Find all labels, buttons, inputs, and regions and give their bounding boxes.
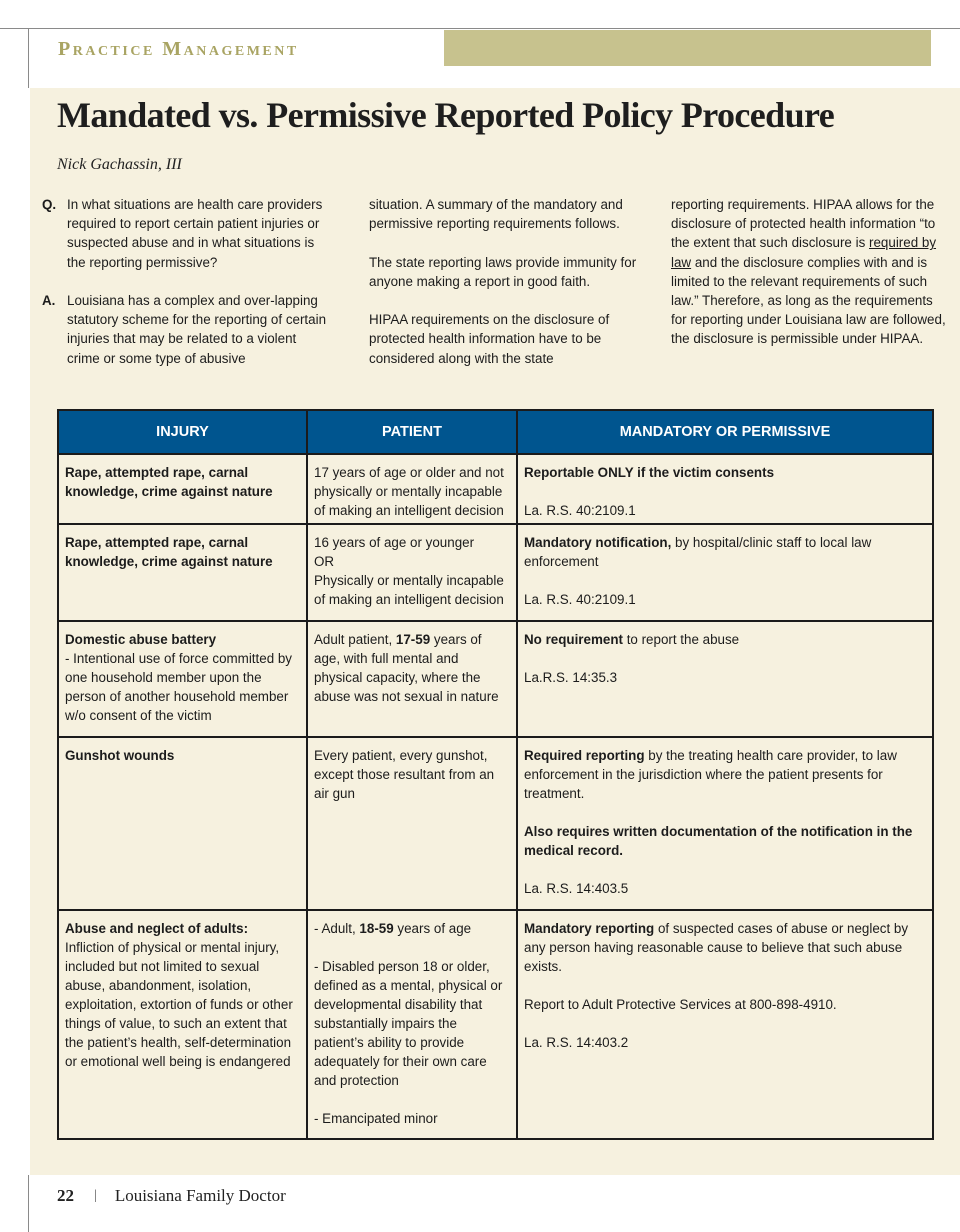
table-row: [58, 621, 933, 737]
paragraph: HIPAA requirements on the disclosure of protected health information have to be considered along with the state: [369, 312, 610, 366]
table-row: [58, 454, 933, 524]
underlined-text: required by law: [671, 235, 937, 270]
table-row: [58, 737, 933, 910]
section-label: Practice Management: [58, 38, 299, 60]
text-run: and the disclosure complies with and is limited to the relevant requirements of such law.” Therefore, as long as the requirements for reporting under Louisiana law are followed, the disclosure is permissible under HIPAA.: [671, 254, 946, 347]
requirement-note: Also requires written documentation of the notification in the medical record.: [524, 824, 913, 858]
column-header-requirement: MANDATORY OR PERMISSIVE: [517, 410, 933, 454]
left-rule-footer: [28, 1175, 29, 1232]
statute-citation: La.R.S. 14:35.3: [524, 670, 618, 685]
answer-mark: A.: [42, 293, 56, 308]
injury-cell: [58, 910, 307, 1139]
publication-name: Louisiana Family Doctor: [114, 1186, 286, 1205]
requirement-title: Mandatory reporting: [524, 921, 655, 936]
table-row: [58, 910, 933, 1139]
injury-title: Gunshot wounds: [65, 748, 175, 763]
requirement-title: Mandatory notification,: [524, 535, 672, 550]
paragraph: situation. A summary of the mandatory and permissive reporting requirements follows.: [369, 197, 623, 232]
requirement-cell: [517, 454, 933, 524]
patient-text: OR: [314, 554, 335, 569]
injury-cell: [58, 621, 307, 737]
patient-text: years of age: [397, 921, 472, 936]
header-band: [444, 30, 931, 66]
requirement-cell: [517, 910, 933, 1139]
requirement-text: by the treating health care provider, to law enforcement in the jurisdiction where the patient presents for treatment.: [524, 748, 897, 801]
injury-cell: [58, 737, 307, 910]
patient-text: Adult patient,: [314, 632, 393, 647]
left-rule: [28, 28, 29, 88]
patient-text: - Adult,: [314, 921, 356, 936]
requirement-title: Reportable ONLY if the victim consents: [524, 465, 775, 480]
requirement-cell: [517, 524, 933, 621]
reporting-table: [57, 409, 934, 1140]
article-author: Nick Gachassin, III: [57, 156, 182, 173]
requirement-title: No requirement: [524, 632, 623, 647]
requirement-text: by hospital/clinic staff to local law enforcement: [524, 535, 872, 569]
column-header-injury: INJURY: [58, 410, 307, 454]
patient-text: 17 years of age or older and not physically or mentally incapable of making an intelligent decision: [314, 465, 504, 518]
table-header-row: [58, 410, 933, 454]
page-number: 22: [57, 1186, 74, 1205]
answer-block: [42, 291, 327, 368]
patient-text: 16 years of age or younger: [314, 535, 475, 550]
article-title: Mandated vs. Permissive Reported Policy Procedure: [57, 95, 835, 135]
question-mark: Q.: [42, 197, 57, 212]
age-range: 17-59: [395, 632, 431, 647]
table-row: [58, 524, 933, 621]
answer-text: Louisiana has a complex and over-lapping statutory scheme for the reporting of certain injuries that may be related to a violent crime or some type of abusive: [67, 293, 327, 366]
patient-cell: [307, 621, 517, 737]
patient-cell: [307, 454, 517, 524]
text-column-2: [369, 195, 639, 368]
injury-cell: [58, 454, 307, 524]
injury-title: Abuse and neglect of adults:: [65, 921, 249, 936]
requirement-text: Report to Adult Protective Services at 800-898-4910.: [524, 997, 837, 1012]
text-column-1: [42, 195, 327, 368]
paragraph: The state reporting laws provide immunity for anyone making a report in good faith.: [369, 254, 637, 289]
patient-text: - Disabled person 18 or older, defined as a mental, physical or developmental disability that substantially impairs the patient’s ability to provide adequately for their own care and protection: [314, 959, 503, 1088]
page-footer: [57, 1186, 286, 1206]
patient-text: - Emancipated minor: [314, 1111, 438, 1126]
injury-cell: [58, 524, 307, 621]
paragraph: [671, 195, 946, 349]
requirement-cell: [517, 621, 933, 737]
age-range: 18-59: [359, 921, 394, 936]
statute-citation: La. R.S. 40:2109.1: [524, 592, 636, 607]
patient-cell: [307, 524, 517, 621]
text-column-3: [671, 195, 946, 349]
requirement-text: of suspected cases of abuse or neglect by any person having reasonable cause to believe that such abuse exists.: [524, 921, 909, 974]
footer-separator: |: [94, 1188, 97, 1203]
patient-cell: [307, 910, 517, 1139]
injury-description: - Intentional use of force committed by one household member upon the person of another household member w/o consent of the victim: [65, 651, 293, 723]
statute-citation: La. R.S. 14:403.2: [524, 1035, 629, 1050]
requirement-text: to report the abuse: [626, 632, 740, 647]
injury-description: Infliction of physical or mental injury, included but not limited to sexual abuse, abandonment, isolation, exploitation, extortion of funds or other things of value, to such an extent that the patient’s health, self-determination or emotional well being is endangered: [65, 940, 293, 1069]
patient-cell: [307, 737, 517, 910]
statute-citation: La. R.S. 40:2109.1: [524, 503, 636, 518]
injury-title: Rape, attempted rape, carnal knowledge, crime against nature: [65, 535, 273, 569]
patient-text: Physically or mentally incapable of making an intelligent decision: [314, 573, 504, 607]
text-run: reporting requirements. HIPAA allows for the disclosure of protected health information “to the extent that such disclosure is: [671, 197, 936, 251]
patient-text: Every patient, every gunshot, except those resultant from an air gun: [314, 748, 495, 801]
question-block: [42, 195, 327, 272]
column-header-patient: PATIENT: [307, 410, 517, 454]
requirement-title: Required reporting: [524, 748, 645, 763]
requirement-cell: [517, 737, 933, 910]
top-rule: [0, 28, 960, 29]
question-text: In what situations are health care providers required to report certain patient injuries or suspected abuse and in what situations is the reporting permissive?: [67, 197, 323, 270]
patient-text: years of age, with full mental and physical capacity, where the abuse was not sexual in nature: [314, 632, 499, 704]
statute-citation: La. R.S. 14:403.5: [524, 881, 629, 896]
injury-title: Rape, attempted rape, carnal knowledge, crime against nature: [65, 465, 273, 499]
injury-title: Domestic abuse battery: [65, 632, 217, 647]
